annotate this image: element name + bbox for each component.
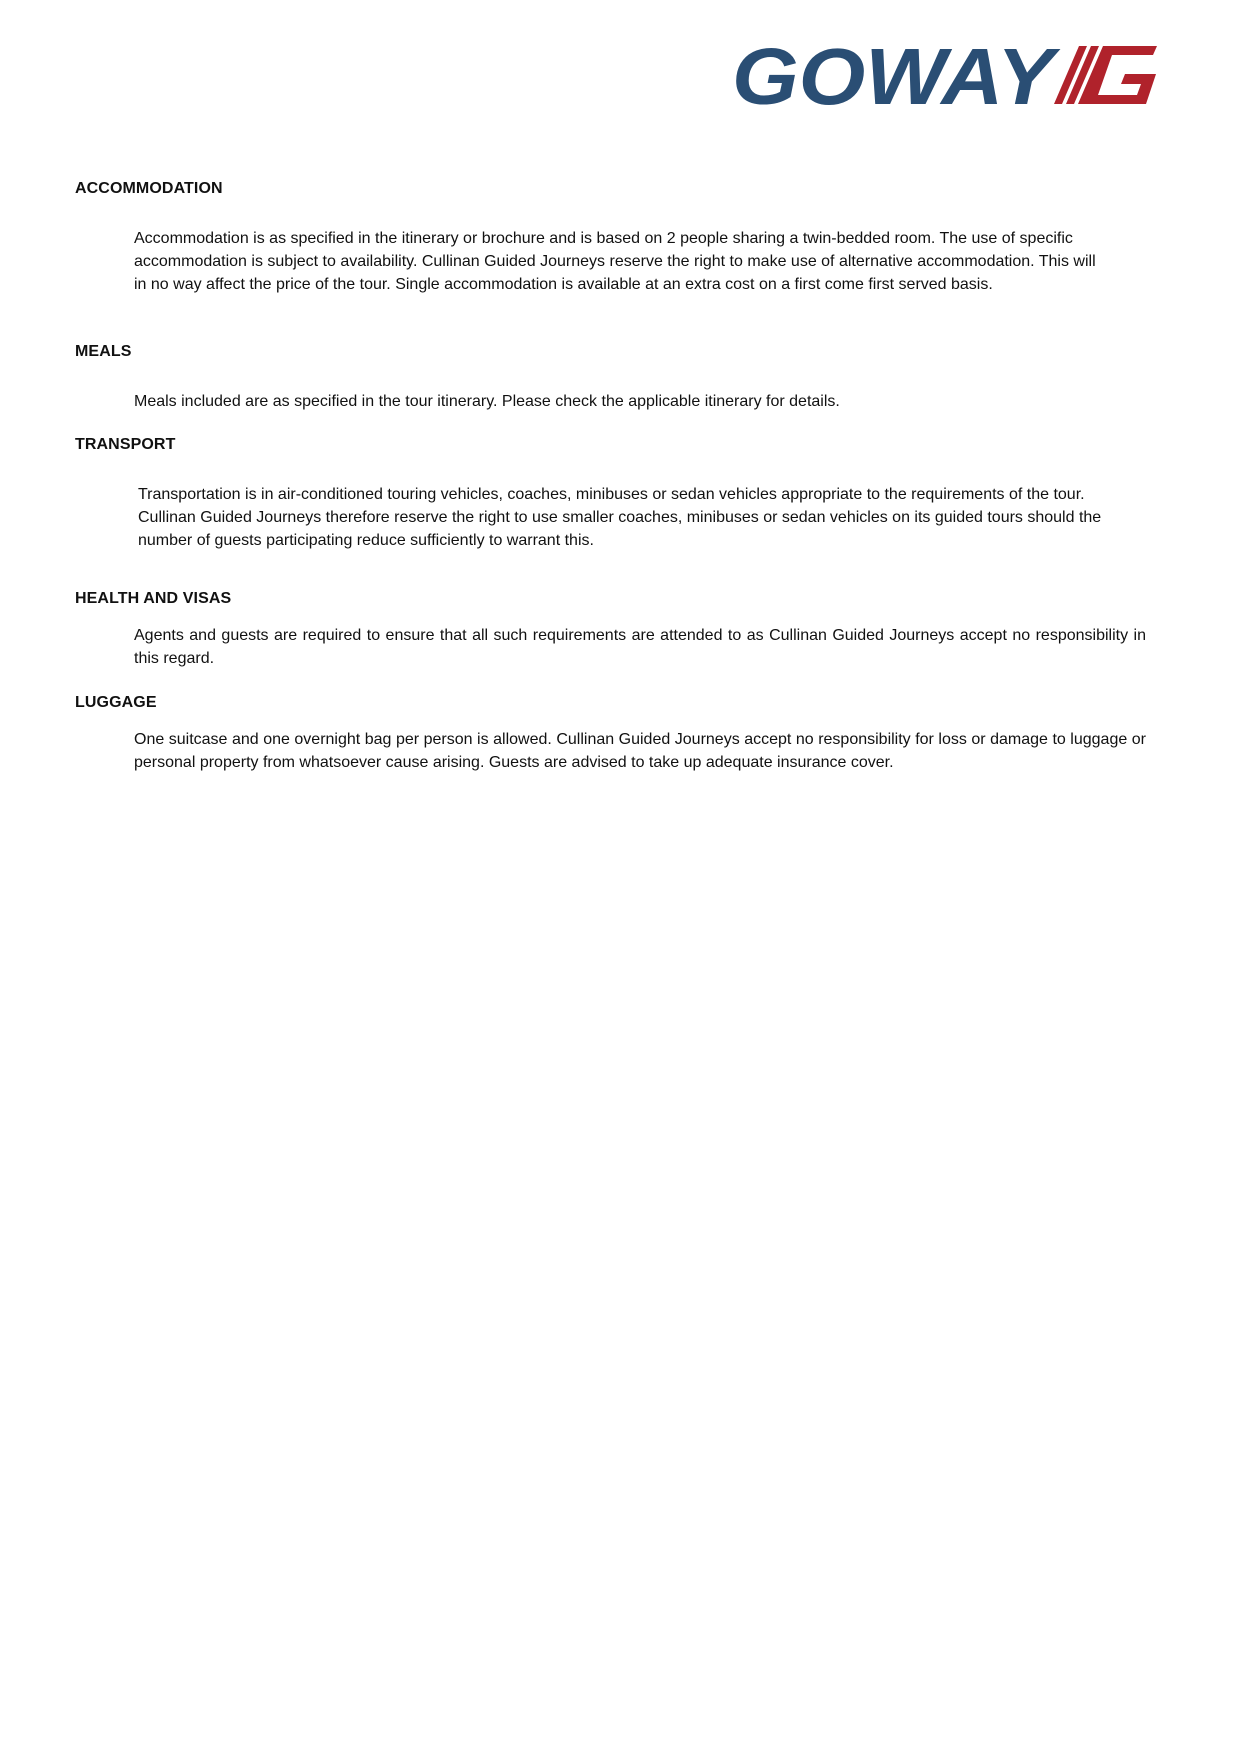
heading-accommodation: ACCOMMODATION bbox=[75, 180, 223, 197]
goway-logo-emblem bbox=[1054, 46, 1157, 104]
goway-logo-graphic bbox=[732, 40, 1162, 112]
body-transport: Transportation is in air-conditioned touring vehicles, coaches, minibuses or sedan vehicles appropriate to the requirements of the tour. Cullinan Guided Journeys therefore reserve the right to use smaller coaches, minibuses or sedan vehicles on its guided tours should the number of guests participating reduce sufficiently to warrant this. bbox=[138, 486, 1102, 549]
goway-logo bbox=[732, 40, 1162, 112]
goway-logo-wordmark: GOWAY bbox=[732, 40, 1062, 112]
body-luggage: One suitcase and one overnight bag per person is allowed. Cullinan Guided Journeys accept no responsibility for loss or damage to luggage or personal property from whatsoever cause arising. Guests are advised to take up adequate insurance cover. bbox=[134, 731, 1146, 771]
body-accommodation: Accommodation is as specified in the itinerary or brochure and is based on 2 people sharing a twin-bedded room. The use of specific accommodation is subject to availability. Cullinan Guided Journeys reserve the right to make use of alternative accommodation. This will in no way affect the price of the tour. Single accommodation is available at an extra cost on a first come first served basis. bbox=[134, 230, 1096, 293]
heading-health-and-visas: HEALTH AND VISAS bbox=[75, 590, 232, 607]
heading-meals: MEALS bbox=[75, 343, 132, 360]
body-meals: Meals included are as specified in the tour itinerary. Please check the applicable itinerary for details. bbox=[134, 393, 840, 410]
body-health-and-visas: Agents and guests are required to ensure that all such requirements are attended to as Cullinan Guided Journeys accept no responsibility in this regard. bbox=[134, 627, 1146, 667]
heading-luggage: LUGGAGE bbox=[75, 694, 157, 711]
heading-transport: TRANSPORT bbox=[75, 436, 176, 453]
